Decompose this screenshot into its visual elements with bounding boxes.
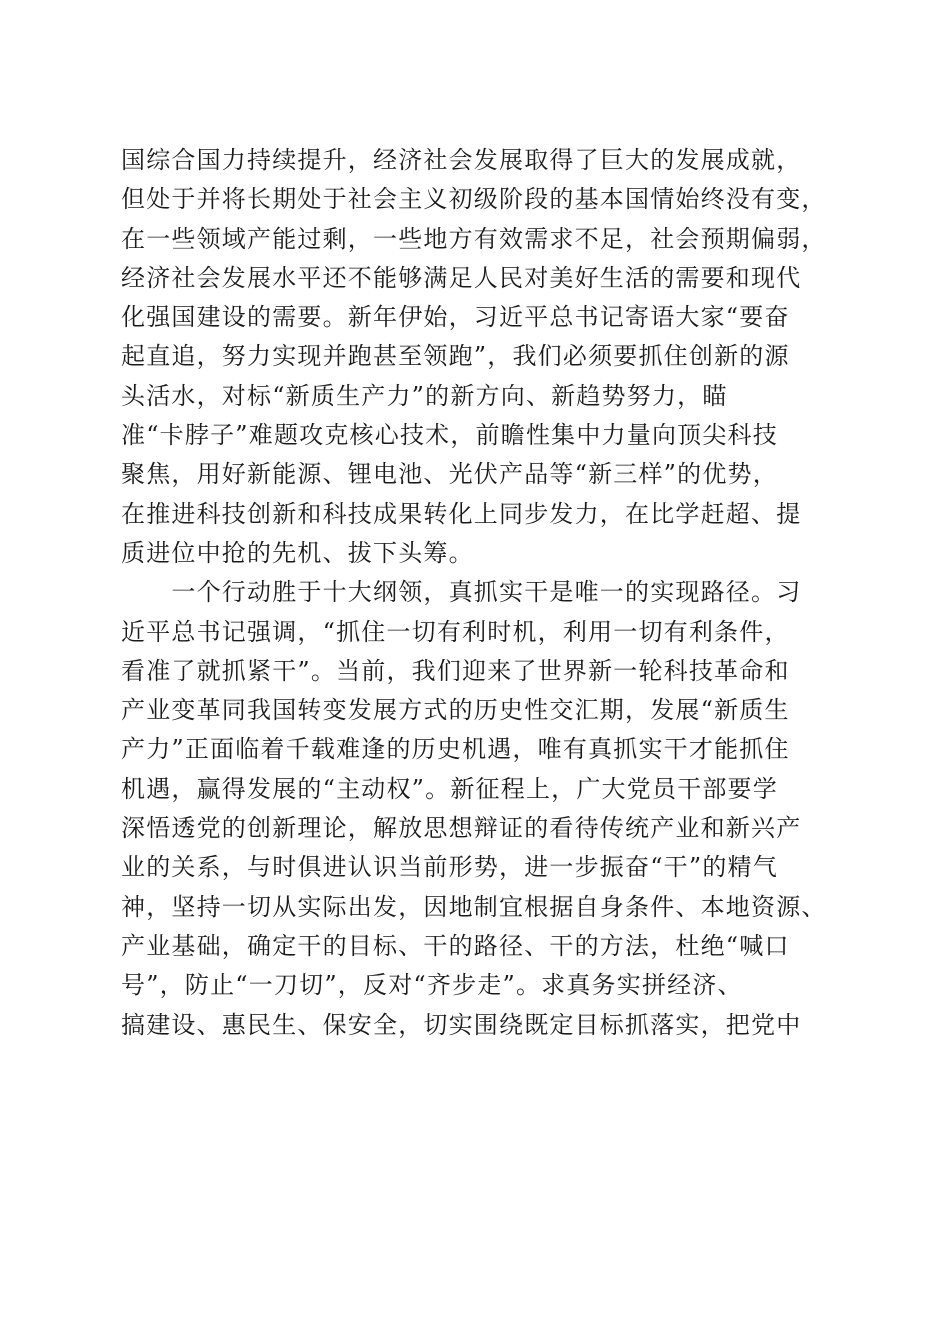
text-line: 头活水，对标“新质生产力”的新方向、新趋势努力，瞄 [121,381,728,410]
text-line: 国综合国力持续提升，经济社会发展取得了巨大的发展成就， [121,146,802,174]
text-line: 机遇，赢得发展的“主动权”。新征程上，广大党员干部要学 [121,774,778,803]
text-line: 经济社会发展水平还不能够满足人民对美好生活的需要和现代 [121,263,802,292]
text-line: 深悟透党的创新理论，解放思想辩证的看待传统产业和新兴产 [121,814,802,843]
text-line: 近平总书记强调，“抓住一切有利时机，利用一切有利条件， [121,617,790,646]
text-line: 看准了就抓紧干”。当前，我们迎来了世界新一轮科技革命和 [121,656,790,685]
text-line: 搞建设、惠民生、保安全，切实围绕既定目标抓落实，把党中 [121,1010,802,1039]
text-line: 在一些领域产能过剩，一些地方有效需求不足，社会预期偏弱， [121,224,827,253]
text-line: 在推进科技创新和科技成果转化上同步发力，在比学赶超、提 [121,499,802,528]
text-line: 一个行动胜于十大纲领，真抓实干是唯一的实现路径。习 [121,578,802,607]
text-line: 聚焦，用好新能源、锂电池、光伏产品等“新三样”的优势， [121,460,778,489]
text-line: 但处于并将长期处于社会主义初级阶段的基本国情始终没有变， [121,185,827,214]
text-line: 产业基础，确定干的目标、干的路径、干的方法，杜绝“喊口 [121,931,790,960]
text-line: 起直追，努力实现并跑甚至领跑”，我们必须要抓住创新的源 [121,342,790,371]
text-line: 神，坚持一切从实际出发，因地制宜根据自身条件、本地资源、 [121,892,827,921]
text-line: 化强国建设的需要。新年伊始，习近平总书记寄语大家“要奋 [121,303,790,332]
text-line: 业的关系，与时俱进认识当前形势，进一步振奋“干”的精气 [121,853,778,882]
text-line: 产力”正面临着千载难逢的历史机遇，唯有真抓实干才能抓住 [121,735,790,764]
text-line: 准“卡脖子”难题攻克核心技术，前瞻性集中力量向顶尖科技 [121,421,778,450]
text-line: 号”，防止“一刀切”，反对“齐步走”。求真务实拼经济、 [121,971,743,1000]
body-text [121,141,841,1045]
text-line: 质进位中抢的先机、拔下头筹。 [121,538,474,567]
text-line: 产业变革同我国转变发展方式的历史性交汇期，发展“新质生 [121,696,790,725]
